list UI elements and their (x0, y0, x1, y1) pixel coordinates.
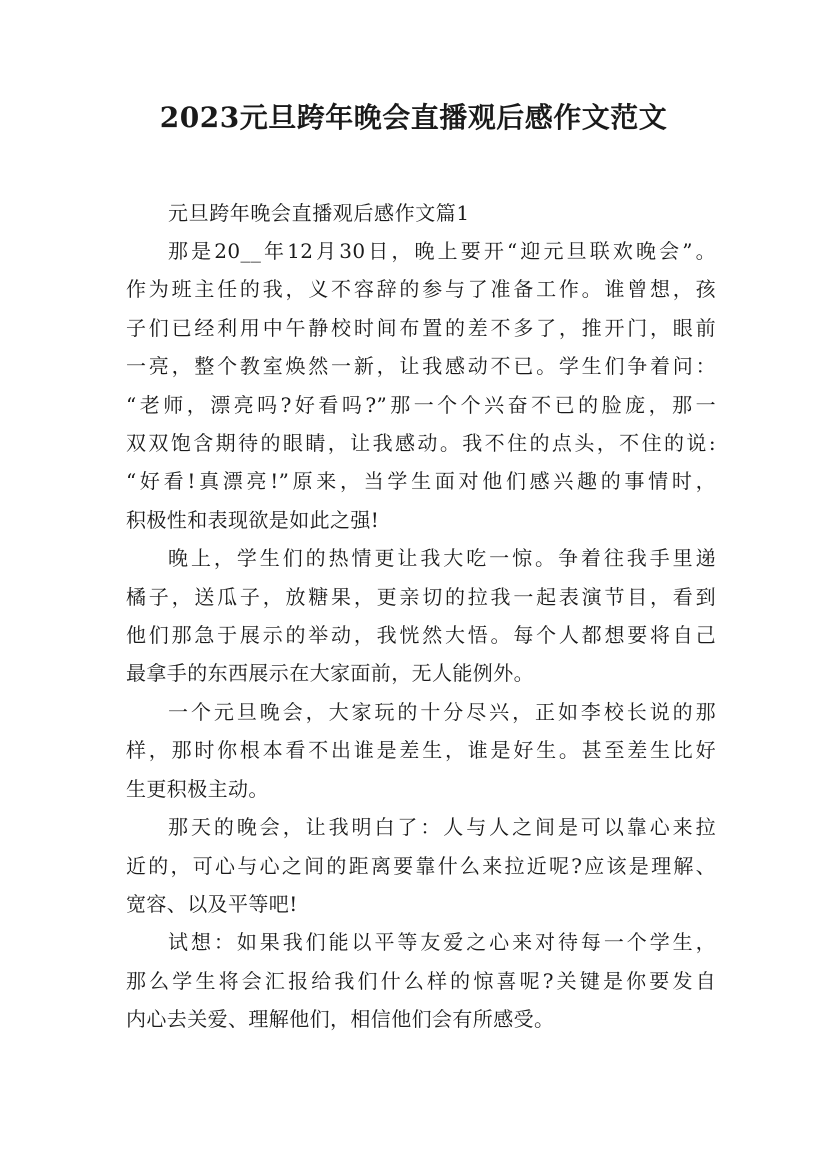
paragraph-line: 宽容、以及平等吧! (126, 891, 298, 916)
paragraph-line: 他们那急于展示的举动，我恍然大悟。每个人都想要将自己 (126, 623, 716, 648)
paragraph-3 (126, 693, 716, 808)
paragraph-line: 积极性和表现欲是如此之强! (126, 507, 380, 532)
paragraph-line: 双双饱含期待的眼睛，让我感动。我不住的点头，不住的说: (126, 431, 716, 456)
paragraph-line: “好看!真漂亮!”原来，当学生面对他们感兴趣的事情时， (126, 469, 716, 494)
paragraph-line: 一个元旦晚会，大家玩的十分尽兴，正如李校长说的那 (168, 699, 716, 724)
paragraph-line: 最拿手的东西展示在大家面前，无人能例外。 (126, 661, 534, 686)
paragraph-4 (126, 808, 716, 923)
paragraph-line: 一亮，整个教室焕然一新，让我感动不已。学生们争着问： (126, 354, 716, 379)
paragraph-line: “老师，漂亮吗?好看吗?”那一个个兴奋不已的脸庞，那一 (126, 392, 716, 417)
paragraph-line: 那天的晚会，让我明白了：人与人之间是可以靠心来拉 (168, 815, 716, 840)
paragraph-line: 生更积极主动。 (126, 776, 269, 801)
paragraph-line: 试想：如果我们能以平等友爱之心来对待每一个学生， (168, 930, 716, 955)
paragraph-line: 橘子，送瓜子，放糖果，更亲切的拉我一起表演节目，看到 (126, 584, 716, 609)
paragraph-2 (126, 539, 716, 693)
paragraph-line: 样，那时你根本看不出谁是差生，谁是好生。甚至差生比好 (126, 738, 716, 763)
paragraph-line: 近的，可心与心之间的距离要靠什么来拉近呢?应该是理解、 (126, 853, 716, 878)
paragraph-line: 那是20__年12月30日，晚上要开“迎元旦联欢晚会”。 (168, 239, 716, 263)
paragraph-line: 作为班主任的我，义不容辞的参与了准备工作。谁曾想，孩 (126, 277, 716, 302)
paragraph-line: 那么学生将会汇报给我们什么样的惊喜呢?关键是你要发自 (126, 968, 716, 993)
paragraph-5 (126, 923, 716, 1038)
document-title: 2023元旦跨年晚会直播观后感作文范文 (159, 101, 668, 134)
paragraph-line: 晚上，学生们的热情更让我大吃一惊。争着往我手里递 (168, 546, 716, 571)
paragraph-1 (126, 232, 716, 539)
document-body (126, 194, 716, 1039)
section-subheading: 元旦跨年晚会直播观后感作文篇1 (168, 201, 470, 225)
paragraph-line: 子们已经利用中午静校时间布置的差不多了，推开门，眼前 (126, 315, 716, 340)
paragraph-line: 内心去关爱、理解他们，相信他们会有所感受。 (126, 1007, 555, 1032)
